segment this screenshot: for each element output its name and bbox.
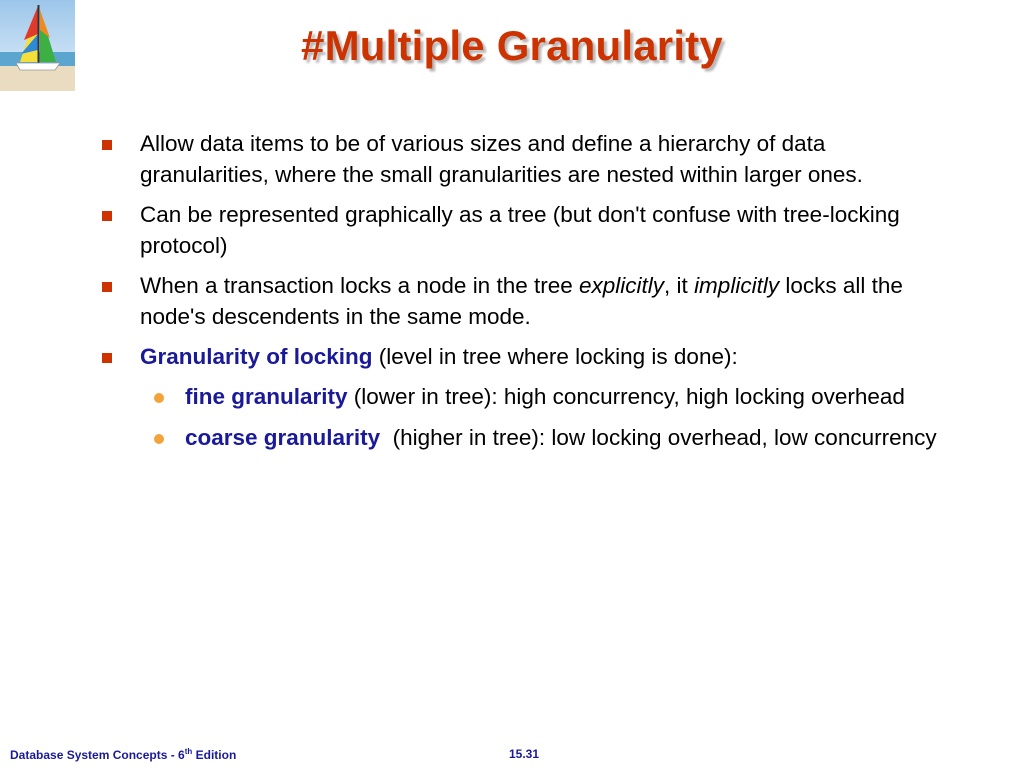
footer-title-prefix: Database System Concepts - 6 — [10, 748, 185, 762]
square-bullet-icon — [102, 140, 112, 150]
sub-bullet-text-part: (higher in tree): low locking overhead, low concurrency — [380, 425, 937, 450]
bullet-item — [102, 341, 952, 372]
bullet-text-part: When a transaction locks a node in the tree — [140, 273, 580, 298]
sub-bullet-item — [154, 381, 952, 412]
square-bullet-icon — [102, 353, 112, 363]
sub-bullet-text — [185, 422, 952, 453]
granularity-of-locking-term: Granularity of locking — [140, 344, 373, 369]
explicitly-term: explicitly — [579, 273, 665, 298]
dot-bullet-icon — [154, 434, 164, 444]
slide-title: #Multiple Granularity — [301, 22, 723, 69]
bullet-item — [102, 199, 952, 261]
implicitly-term: implicitly — [694, 273, 780, 298]
bullet-text: Allow data items to be of various sizes and define a hierarchy of data granularities, where the small granularities are nested within larger ones. — [140, 131, 863, 187]
footer-book-title — [10, 747, 236, 762]
slide-body — [102, 128, 952, 463]
bullet-text: Can be represented graphically as a tree (but don't confuse with tree-locking protocol) — [140, 202, 900, 258]
square-bullet-icon — [102, 211, 112, 221]
footer-title-suffix: Edition — [192, 748, 237, 762]
footer-title-sup: th — [184, 747, 193, 756]
footer-page-number: 15.31 — [509, 747, 540, 761]
bullet-text-part: , it — [664, 273, 695, 298]
sub-bullet-item — [154, 422, 952, 453]
sub-bullet-text — [185, 381, 952, 412]
bullet-text — [140, 270, 952, 332]
coarse-granularity-term: coarse granularity — [185, 425, 381, 450]
square-bullet-icon — [102, 282, 112, 292]
bullet-item — [102, 128, 952, 190]
bullet-text-part: (level in tree where locking is done): — [372, 344, 738, 369]
bullet-text-part: locks all the node's descendents in the same mode. — [140, 273, 903, 329]
dot-bullet-icon — [154, 393, 164, 403]
sub-bullet-text-part: (lower in tree): high concurrency, high locking overhead — [347, 384, 905, 409]
fine-granularity-term: fine granularity — [185, 384, 348, 409]
bullet-item — [102, 270, 952, 332]
bullet-text — [140, 341, 952, 372]
